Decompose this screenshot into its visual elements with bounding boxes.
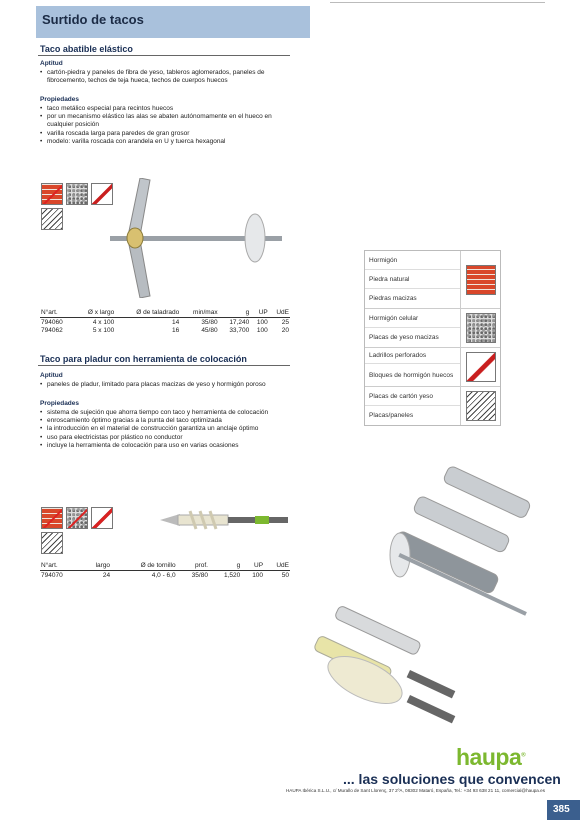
list-item: • por un mecanismo elástico las alas se abaten autónomamente en el hueco en cualquier posición (40, 113, 290, 129)
perforated-brick-crossed-icon (91, 507, 113, 529)
col-length: largo (82, 562, 111, 571)
col-up: UP (241, 562, 264, 571)
wing-top (128, 178, 150, 236)
legend-label: Placas de cartón yeso (365, 387, 460, 406)
plug-assortment-image (300, 455, 550, 735)
col-ude: UdE (269, 309, 290, 318)
col-screw: Ø de tornillo (111, 562, 177, 571)
stone-icon (66, 183, 88, 205)
spec-table-1 (40, 309, 290, 334)
list-item: • incluye la herramienta de colocación para uso en varias ocasiones (40, 442, 290, 450)
cell: 45/80 (201, 327, 218, 334)
list-item: • cartón-piedra y paneles de fibra de yeso, tableros aglomerados, paneles de fibrocemento, techos de teja hueca, techos de cuerpos huecos (40, 69, 290, 85)
brick-stone-icon (466, 265, 496, 295)
legend-label: Hormigón celular (365, 309, 460, 328)
page-number: 385 (553, 804, 570, 815)
cell: 35/80 (191, 572, 208, 579)
company-address: HAUPA Ibérica S.L.U., c/ Murallo de Sant Llorenç, 37 2ºA, 08302 Mataró, España, Tel.: +34 93 638 21 11, comercial@haupa.es (285, 788, 545, 793)
legend-group (365, 309, 500, 348)
list-item: • taco metálico especial para recintos huecos (40, 105, 290, 113)
aptitud-heading: Aptitud (40, 372, 63, 379)
setting-tool (407, 695, 456, 723)
legend-label: Bloques de hormigón huecos (369, 371, 454, 379)
list-item: • varilla roscada larga para paredes de gran grosor (40, 130, 290, 138)
page-header (36, 6, 310, 38)
legend-label: Piedra natural (365, 270, 460, 289)
col-drill: Ø de taladrado (115, 309, 180, 318)
cell: 14 (172, 319, 180, 326)
col-art: N°art. (40, 309, 74, 318)
cell: 17,240 (229, 319, 250, 326)
spec-table-2 (40, 562, 290, 579)
list-item: • sistema de sujeción que ahorra tiempo con taco y herramienta de colocación (40, 409, 290, 417)
plasterboard-anchor-image (160, 505, 290, 535)
perforated-brick-icon (466, 352, 496, 382)
aptitud-heading: Aptitud (40, 60, 63, 67)
top-divider (330, 2, 545, 3)
legend-group (365, 387, 500, 425)
col-art: N°art. (40, 562, 82, 571)
section-title-taco-pladur: Taco para pladur con herramienta de colocación (40, 354, 247, 364)
cell: 50 (281, 572, 289, 579)
col-depth: prof. (177, 562, 209, 571)
hex-nut (127, 228, 143, 248)
haupa-logo: haupa® (456, 744, 526, 770)
list-item: • la introducción en el material de construcción garantiza un anclaje óptimo (40, 425, 290, 433)
cell: 100 (256, 327, 268, 334)
table-header-row (40, 562, 290, 571)
section-divider (38, 55, 290, 56)
cell: 4 x 100 (92, 319, 115, 326)
legend-label: Placas de yeso macizas (369, 334, 439, 341)
cell: 794060 (41, 319, 63, 326)
tool-band (255, 516, 269, 524)
legend-label: Piedras macizas (369, 295, 417, 302)
cell: 5 x 100 (92, 327, 115, 334)
wing-bottom (128, 240, 150, 298)
panel-icon (466, 391, 496, 421)
legend-group (365, 348, 500, 387)
section-divider (38, 365, 290, 366)
list-item: • enroscamiento óptimo gracias a la punta del taco optimizada (40, 417, 290, 425)
legend-label: Placas/paneles (369, 412, 414, 419)
cell: 4,0 - 6,0 (151, 572, 176, 579)
col-minmax: min/max (180, 309, 218, 318)
cell: 794070 (41, 572, 63, 579)
brick-crossed-icon (41, 183, 63, 205)
cell: 100 (256, 319, 268, 326)
col-up: UP (250, 309, 269, 318)
col-weight: g (209, 562, 241, 571)
slogan: ... las soluciones que convencen (343, 771, 561, 787)
brick-crossed-icon (41, 507, 63, 529)
aptitud-list (40, 69, 290, 85)
cell: 35/80 (201, 319, 218, 326)
page-number-tab (547, 800, 580, 820)
col-ude: UdE (264, 562, 290, 571)
section-title-taco-abatible: Taco abatible elástico (40, 44, 133, 54)
aerated-concrete-icon (466, 313, 496, 343)
legend-label: Hormigón (365, 251, 460, 270)
cell: 794062 (41, 327, 63, 334)
aptitud-list (40, 381, 290, 389)
propiedades-heading: Propiedades (40, 96, 80, 103)
col-size: Ø x largo (74, 309, 115, 318)
propiedades-heading: Propiedades (40, 400, 80, 407)
cell: 16 (172, 327, 180, 334)
propiedades-list (40, 409, 290, 450)
list-item: • modelo: varilla roscada con arandela en U y tuerca hexagonal (40, 138, 290, 146)
legend-group (365, 251, 500, 309)
cell: 25 (281, 319, 289, 326)
stone-crossed-icon (66, 507, 88, 529)
table-row (40, 571, 290, 580)
table-row (40, 326, 290, 334)
spring-toggle-image (110, 178, 285, 298)
table-row (40, 318, 290, 327)
cell: 100 (252, 572, 264, 579)
panel-icon (41, 208, 63, 230)
anchor-thread (190, 511, 216, 529)
cell: 24 (102, 572, 111, 579)
list-item: • paneles de pladur, limitado para placas macizas de yeso y hormigón poroso (40, 381, 290, 389)
page-title: Surtido de tacos (42, 12, 144, 27)
washer (245, 214, 265, 262)
propiedades-list (40, 105, 290, 146)
cell: 33,700 (229, 327, 250, 334)
col-weight: g (219, 309, 251, 318)
list-item: • uso para electricistas por plástico no conductor (40, 434, 290, 442)
table-header-row (40, 309, 290, 318)
cell: 1,520 (224, 572, 241, 579)
panel-icon (41, 532, 63, 554)
tool-tip (160, 514, 180, 526)
cell: 20 (281, 327, 289, 334)
setting-tool (407, 670, 456, 698)
material-legend (364, 250, 501, 426)
legend-label: Ladrillos perforados (365, 348, 460, 364)
